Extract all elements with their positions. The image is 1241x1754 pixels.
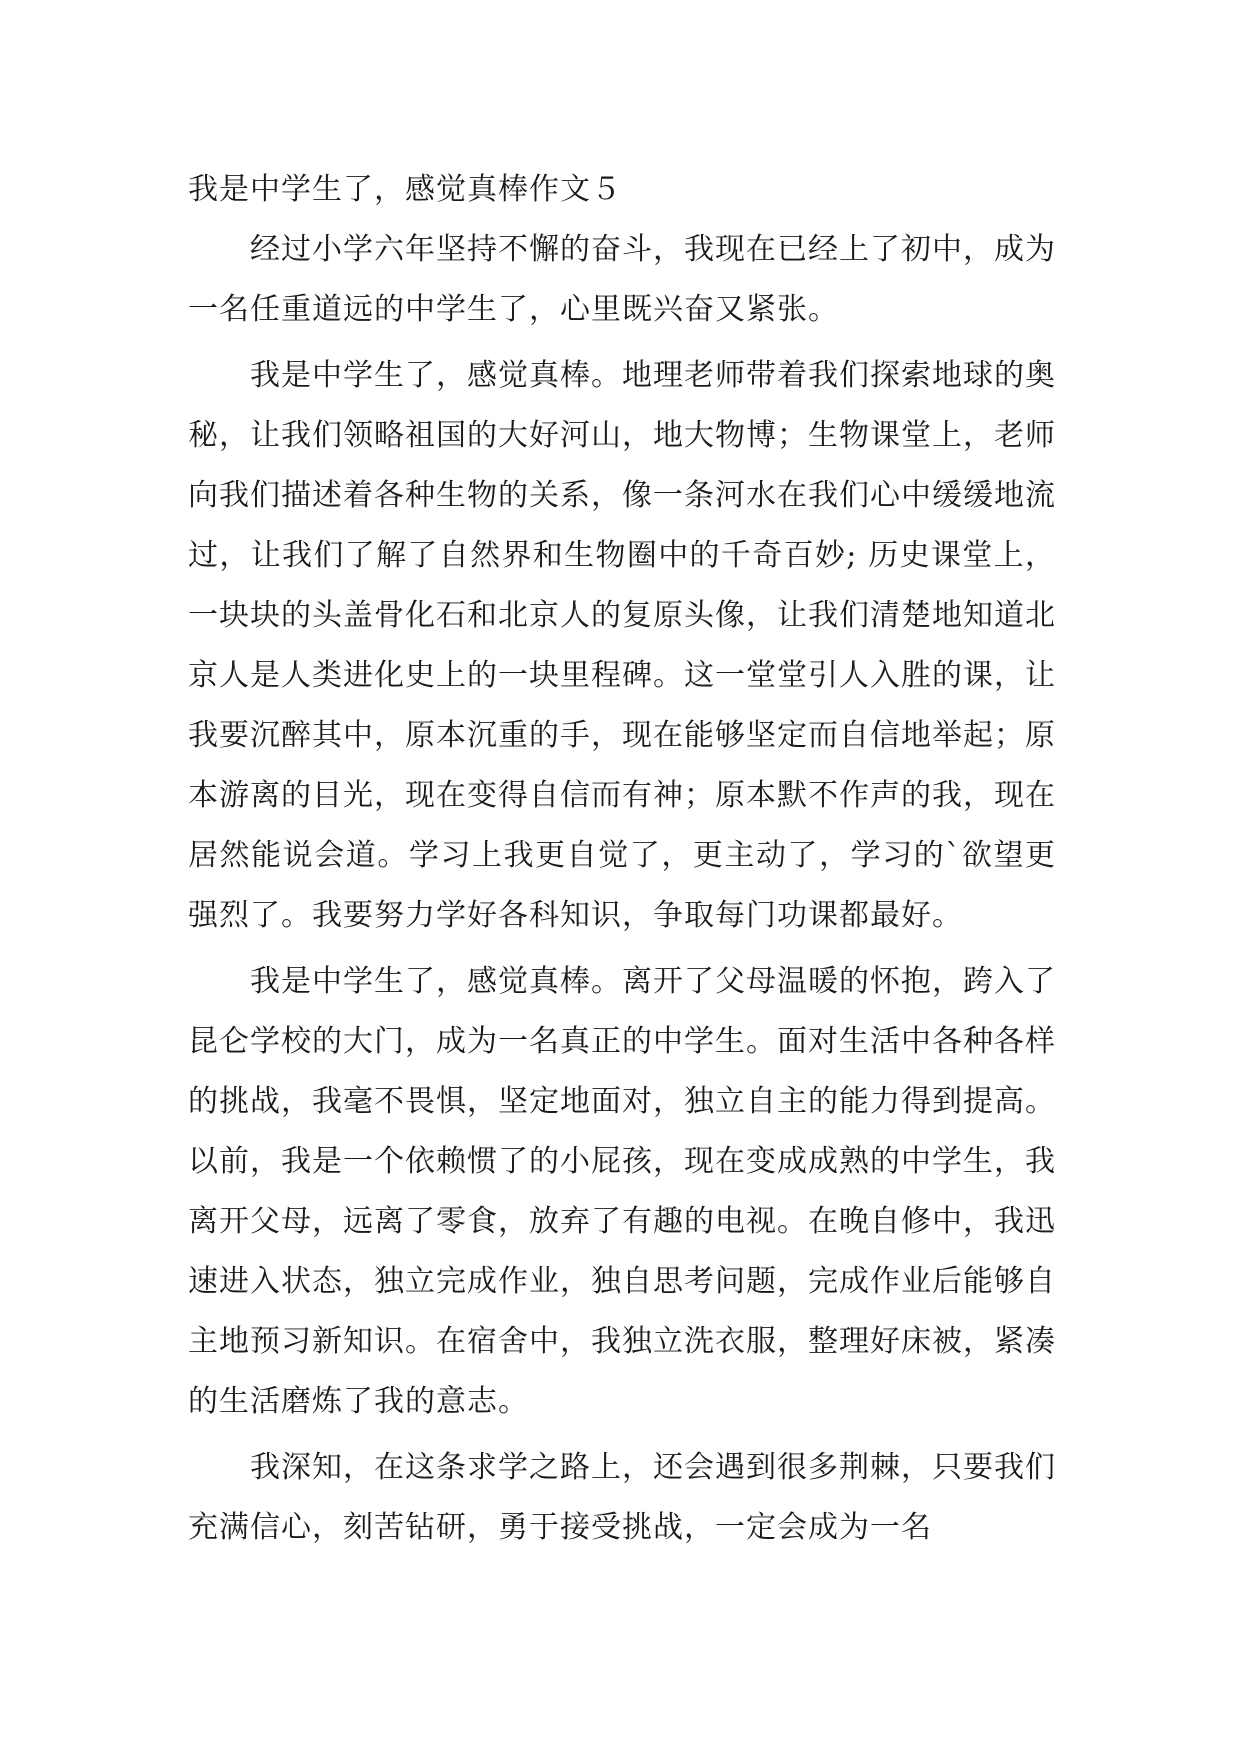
document-title: 我是中学生了，感觉真棒作文５: [188, 172, 622, 207]
paragraph-4: 我深知，在这条求学之路上，还会遇到很多荆棘，只要我们充满信心，刻苦钻研，勇于接受挑战，一定会成为一名: [188, 1450, 1056, 1545]
paragraph-3: 我是中学生了，感觉真棒。离开了父母温暖的怀抱，跨入了昆仑学校的大门，成为一名真正的中学生。面对生活中各种各样的挑战，我毫不畏惧，坚定地面对，独立自主的能力得到提高。以前，我是一个依赖惯了的小屁孩，现在变成成熟的中学生，我离开父母，远离了零食，放弃了有趣的电视。在晚自修中，我迅速进入状态，独立完成作业，独自思考问题，完成作业后能够自主地预习新知识。在宿舍中，我独立洗衣服，整理好床被，紧凑的生活磨炼了我的意志。: [188, 964, 1056, 1419]
paragraph-2: 我是中学生了，感觉真棒。地理老师带着我们探索地球的奥秘，让我们领略祖国的大好河山，地大物博；生物课堂上，老师向我们描述着各种生物的关系，像一条河水在我们心中缓缓地流过，让我们了解了自然界和生物圈中的千奇百妙; 历史课堂上，一块块的头盖骨化石和北京人的复原头像，让我们清楚地知道北京人是人类进化史上的一块里程碑。这一堂堂引人入胜的课，让我要沉醉其中，原本沉重的手，现在能够坚定而自信地举起；原本游离的目光，现在变得自信而有神；原本默不作声的我，现在居然能说会道。学习上我更自觉了，更主动了，学习的`欲望更强烈了。我要努力学好各科知识，争取每门功课都最好。: [188, 358, 1056, 933]
paragraph-1: 经过小学六年坚持不懈的奋斗，我现在已经上了初中，成为一名任重道远的中学生了，心里既兴奋又紧张。: [188, 232, 1056, 327]
document-body: [188, 160, 1056, 1558]
